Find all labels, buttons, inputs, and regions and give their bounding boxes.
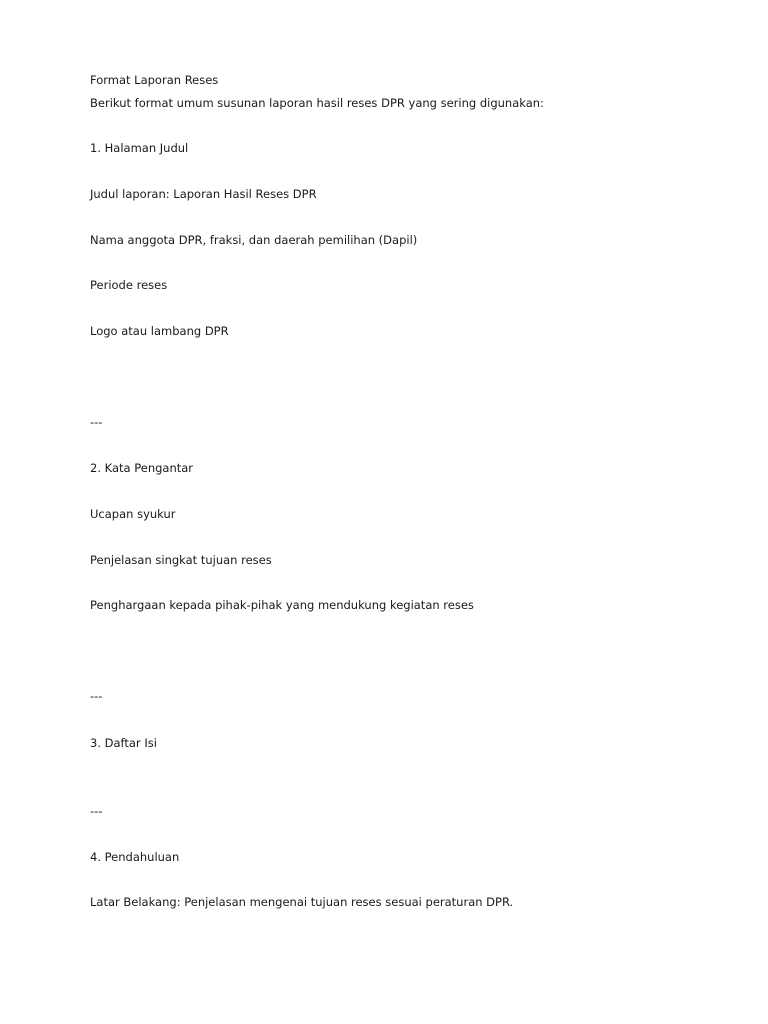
section-heading-pendahuluan: 4. Pendahuluan	[90, 850, 180, 864]
document-intro: Berikut format umum susunan laporan hasil reses DPR yang sering digunakan:	[90, 96, 544, 110]
section-separator: ---	[90, 689, 103, 703]
document-title: Format Laporan Reses	[90, 73, 219, 87]
section-separator: ---	[90, 415, 103, 429]
section-heading-kata-pengantar: 2. Kata Pengantar	[90, 461, 194, 475]
list-item: Latar Belakang: Penjelasan mengenai tujuan reses sesuai peraturan DPR.	[90, 895, 514, 909]
list-item: Periode reses	[90, 278, 168, 292]
section-heading-halaman-judul: 1. Halaman Judul	[90, 141, 189, 155]
section-heading-daftar-isi: 3. Daftar Isi	[90, 736, 157, 750]
list-item: Penjelasan singkat tujuan reses	[90, 553, 272, 567]
list-item: Logo atau lambang DPR	[90, 324, 229, 338]
list-item: Judul laporan: Laporan Hasil Reses DPR	[90, 187, 317, 201]
section-separator: ---	[90, 804, 103, 818]
list-item: Penghargaan kepada pihak-pihak yang mendukung kegiatan reses	[90, 598, 474, 612]
list-item: Nama anggota DPR, fraksi, dan daerah pemilihan (Dapil)	[90, 233, 418, 247]
list-item: Ucapan syukur	[90, 507, 176, 521]
